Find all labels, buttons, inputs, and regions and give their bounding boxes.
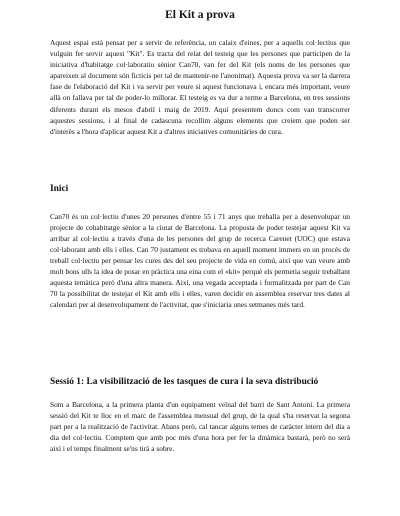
- document-title: El Kit a prova: [165, 9, 235, 21]
- section-paragraph-sessio-1: Som a Barcelona, a la primera planta d'un equipament veïnal del barri de Sant Antoni. La primera sessió del Kit te lloc en el marc de l'assemblea mensual del grup, de la qual s'ha reservat la segona part per a la realització de l'activitat. Abans però, cal tancar alguns temes de caràcter intern del dia a dia del col·lectiu. Comptem que amb poc més d'una hora per fer la dinàmica bastarà, però no serà així i el temps finalment se'ns tirà a sobre.: [50, 399, 350, 453]
- section-sessio-1: [50, 376, 350, 454]
- section-heading-inici: Inici: [50, 184, 69, 194]
- section-paragraph-inici: Can70 és un col·lectiu d'unes 20 persones d'entre 55 i 71 anys que treballa per a desenvolupar un projecte de cohabitatge sènior a la ciutat de Barcelona. La proposta de poder testejar aquest Kit va arribar al col·lectiu a través d'una de les persones del grup de recerca Carenet (UOC) que estava col·laborant amb ells i elles. Can 70 justament es trobava en aquell moment immers en un procés de treball col·lectiu per pensar les cures des del seu projecte de vida en comú, així que van veure amb molt bons ulls la idea de posar en pràctica una eina com el «kit» perquè els permetia seguir treballant aquesta temàtica però d'una altra manera. Així, una vegada acceptada i formalitzada per part de Can 70 la possibilitat de testejar el Kit amb ells i elles, varen decidir en assemblea reservar tres dates al calendari per al desenvolupament de l'activitat, que s'iniciaria unes setmanes més tard.: [50, 211, 350, 310]
- section-inici: [50, 183, 350, 310]
- section-heading-sessio-1: Sessió 1: La visibilització de les tasques de cura i la seva distribució: [50, 377, 319, 387]
- intro-paragraph: Aquest espai està pensat per a servir de referència, un calaix d'eines, per a aquells col·lectius que vulguin fer servir aquest "Kit". Es tracta del relat del testeig que les persones que participen de la iniciativa d'habitatge col·laboratiu sènior Can70, van fer del Kit (els noms de les persones que apareixen al document són ficticis per tal de mantenir-ne l'anonimat). Aquesta prova va ser la darrera fase de l'elaboració del Kit i va servir per veure si aquest funcionava i, encara més important, veure allà on fallava per tal de poder-lo millorar. El testeig es va dur a terme a Barcelona, en tres sessions diferents durant els mesos d'abril i maig de 2019. Aquí presentem doncs com van transcorrer aquestes sessions, i al final de cadascuna recollim alguns elements que creiem que poden ser d'interès a l'hora d'aplicar aquest Kit a d'altres iniciatives comunitàries de cura.: [50, 38, 350, 136]
- intro-section: [50, 37, 350, 137]
